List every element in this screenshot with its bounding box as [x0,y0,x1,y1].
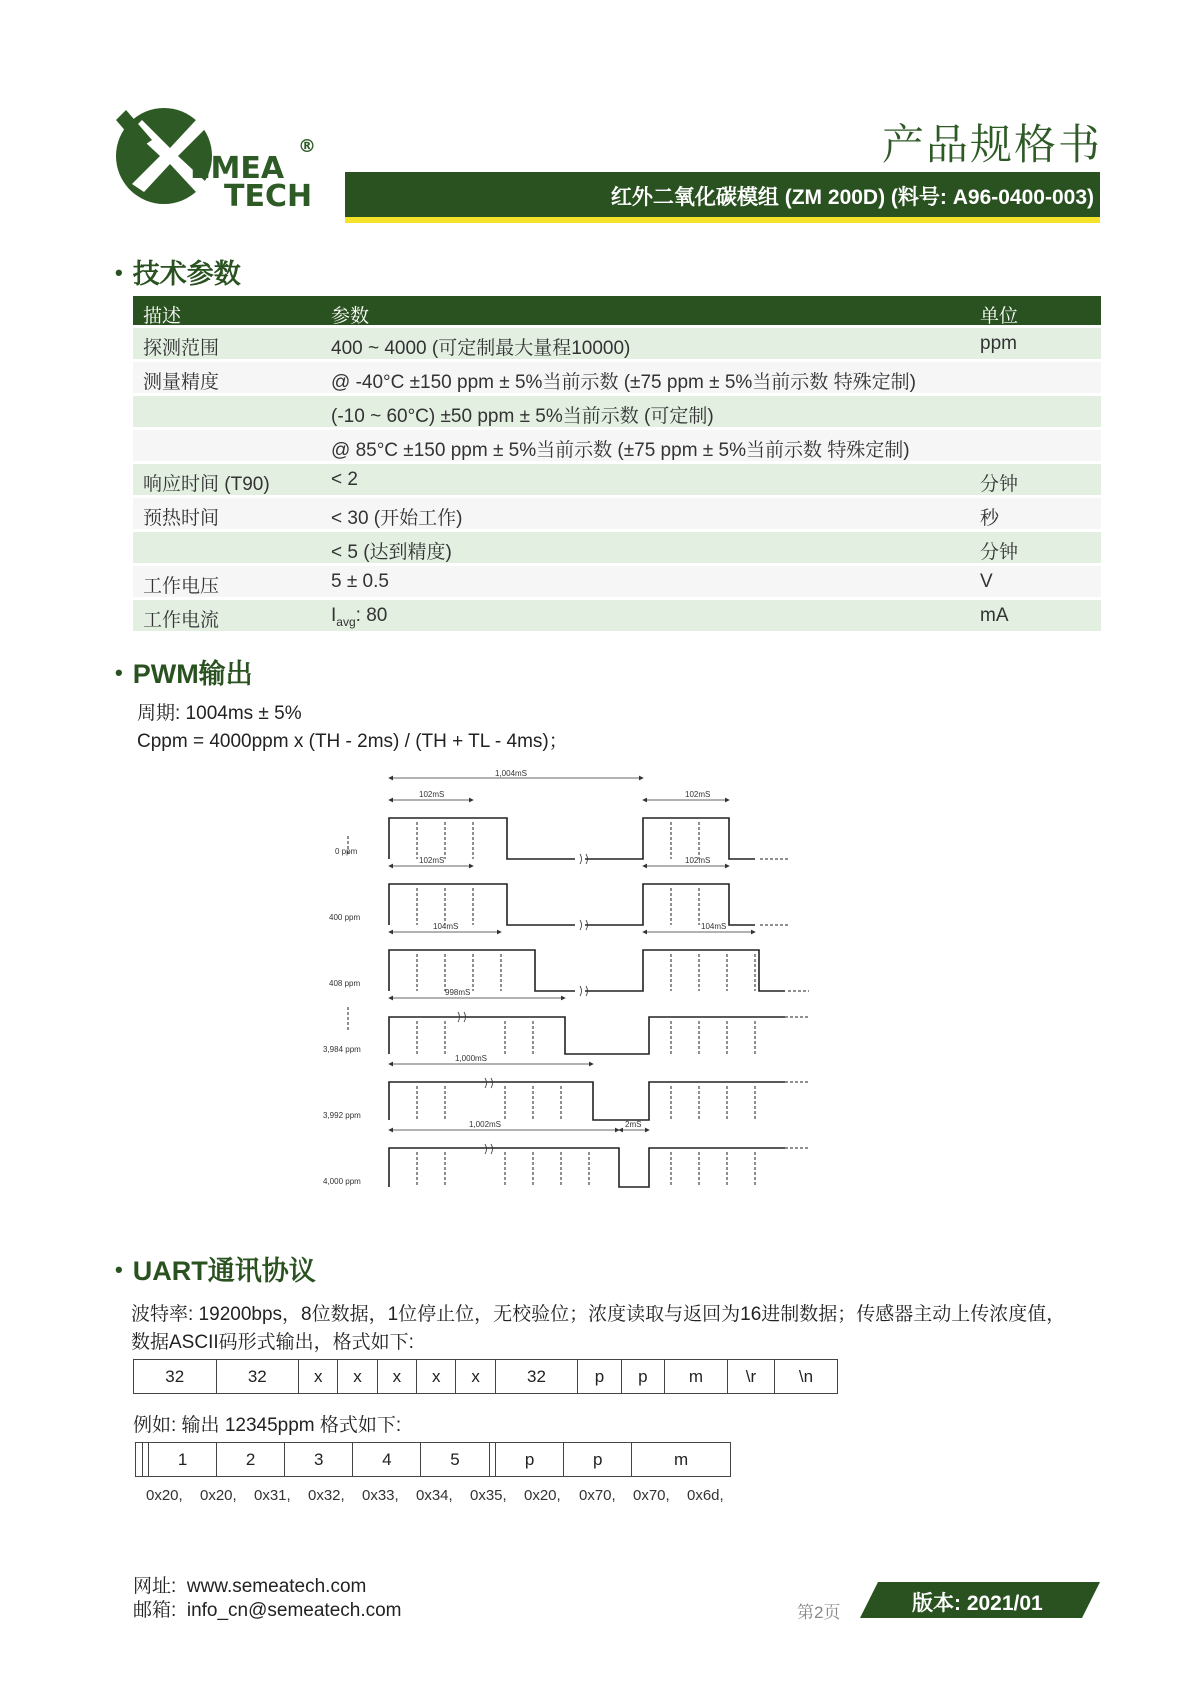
byte-cell: 1 [149,1443,217,1477]
table-row [133,396,1101,427]
data-label: 102mS [419,790,445,799]
cell-param: < 30 (开始工作) [331,508,463,529]
table-row [133,600,1101,631]
byte-cell: p [496,1443,564,1477]
website-label: 网址: [133,1576,177,1597]
cell-param: @ -40°C ±150 ppm ± 5%当前示数 (±75 ppm ± 5%当前示数 特殊定制) [331,372,916,393]
hex-value: 0x20, [200,1487,237,1504]
version-label: 版本: 2021/01 [912,1592,1043,1615]
cell-unit: 秒 [980,508,1000,529]
byte-cell: 4 [353,1443,421,1477]
byte-cell: x [377,1360,416,1394]
tick-label: 4,000 ppm [323,1177,361,1186]
section-heading-tech: • 技术参数 [115,259,241,289]
table-row [133,328,1101,359]
hex-value: 0x34, [416,1487,453,1504]
hex-value: 0x6d, [687,1487,724,1504]
tick-label: 3,992 ppm [323,1111,361,1120]
byte-cell: x [456,1360,495,1394]
byte-cell: 5 [421,1443,489,1477]
table-row [133,362,1101,393]
table-row [133,430,1101,461]
table-row [133,532,1101,563]
uart-example-hex-row [135,1487,735,1507]
version-badge [860,1582,1100,1618]
byte-cell: \r [727,1360,774,1394]
byte-cell: 2 [217,1443,285,1477]
byte-cell: x [299,1360,338,1394]
col-header-desc: 描述 [143,306,182,327]
logo-text-emea: EMEA [190,151,285,186]
uart-description-line2: 数据ASCII码形式输出，格式如下: [131,1332,414,1353]
uart-format-table [133,1359,838,1394]
data-label: 104mS [701,922,727,931]
data-label: 102mS [685,790,711,799]
byte-cell: 32 [216,1360,299,1394]
table-row [133,566,1101,597]
hex-value: 0x35, [470,1487,507,1504]
hex-value: 0x32, [308,1487,345,1504]
byte-cell: p [578,1360,621,1394]
footer-email [133,1595,402,1622]
company-logo [112,100,342,230]
table-row [133,498,1101,529]
section-heading-uart: • UART通讯协议 [115,1256,316,1286]
product-subtitle: 红外二氧化碳模组 (ZM 200D) (料号: A96-0400-003) [610,186,1094,209]
byte-cell: 32 [134,1360,217,1394]
cell-param: 400 ~ 4000 (可定制最大量程10000) [331,338,631,359]
byte-cell: 3 [285,1443,353,1477]
table-row [134,1360,838,1394]
cell-unit: V [980,571,993,592]
byte-cell: m [664,1360,727,1394]
section-heading-pwm: • PWM输出 [115,659,253,689]
byte-cell: x [338,1360,377,1394]
cell-param: < 5 (达到精度) [331,542,452,563]
col-header-param: 参数 [331,306,370,327]
cell-desc: 响应时间 (T90) [143,474,270,495]
spec-table-header [133,296,1101,325]
hex-value: 0x20, [146,1487,183,1504]
hex-value: 0x20, [524,1487,561,1504]
tick-label: 408 ppm [329,979,361,988]
email-label: 邮箱: [133,1600,177,1621]
data-label: 2mS [625,1120,642,1129]
email-link[interactable]: info_cn@semeatech.com [186,1600,402,1621]
data-label: 102mS [419,856,445,865]
cell-unit: 分钟 [980,542,1019,563]
cell-param: @ 85°C ±150 ppm ± 5%当前示数 (±75 ppm ± 5%当前示数 特殊定制) [331,440,910,461]
website-link[interactable]: www.semeatech.com [186,1576,367,1597]
cell-param [331,605,387,629]
byte-cell: x [417,1360,456,1394]
cell-unit: 分钟 [980,474,1019,495]
param-prefix: I [331,605,337,626]
footer-website [133,1571,366,1598]
title-underline [345,217,1100,223]
data-label: 1,000mS [455,1054,488,1063]
uart-example-label: 例如: 输出 12345ppm 格式如下: [133,1415,402,1436]
uart-example-table [135,1442,731,1477]
cell-unit: ppm [980,333,1017,354]
data-label: 1,002mS [469,1120,502,1129]
cell-desc: 探测范围 [143,338,220,359]
table-row [133,464,1101,495]
tick-label: 400 ppm [329,913,361,922]
cell-param: < 2 [331,469,358,490]
param-suffix: : 80 [355,605,388,626]
registered-mark: ® [298,136,316,157]
tick-label: 3,984 ppm [323,1045,361,1054]
hex-value: 0x70, [579,1487,616,1504]
table-row [136,1443,731,1477]
data-label: 998mS [445,988,471,997]
byte-cell: p [564,1443,632,1477]
page-number: 第2页 [797,1603,841,1622]
hex-value: 0x33, [362,1487,399,1504]
byte-cell: \n [775,1360,838,1394]
data-label: 104mS [433,922,459,931]
logo-text-tech: TECH [224,179,313,214]
data-label: 1,004mS [495,769,528,778]
cell-param: (-10 ~ 60°C) ±50 ppm ± 5%当前示数 (可定制) [331,406,714,427]
pwm-period: 周期: 1004ms ± 5% [137,703,302,724]
cell-desc: 预热时间 [143,508,220,529]
cell-desc: 测量精度 [143,372,220,393]
cell-param: 5 ± 0.5 [331,571,389,592]
data-label: 102mS [685,856,711,865]
byte-cell: 32 [495,1360,578,1394]
spec-table [133,296,1101,634]
byte-cell: p [621,1360,664,1394]
cell-desc: 工作电流 [143,610,220,631]
doc-title: 产品规格书 [881,120,1102,169]
cell-desc: 工作电压 [143,576,220,597]
uart-description-line1: 波特率: 19200bps，8位数据，1位停止位，无校验位；浓度读取与返回为16进制数据；传感器主动上传浓度值， [131,1304,1066,1325]
param-subscript: avg [336,614,356,629]
tick-label: 0 ppm [335,847,358,856]
pwm-timing-diagram [323,769,825,1212]
hex-value: 0x31, [254,1487,291,1504]
byte-cell: m [632,1443,731,1477]
pwm-formula: Cppm = 4000ppm x (TH - 2ms) / (TH + TL - 4ms)； [137,731,568,752]
title-bar [345,172,1100,217]
hex-value: 0x70, [633,1487,670,1504]
cell-unit: mA [980,605,1009,626]
col-header-unit: 单位 [980,306,1019,327]
